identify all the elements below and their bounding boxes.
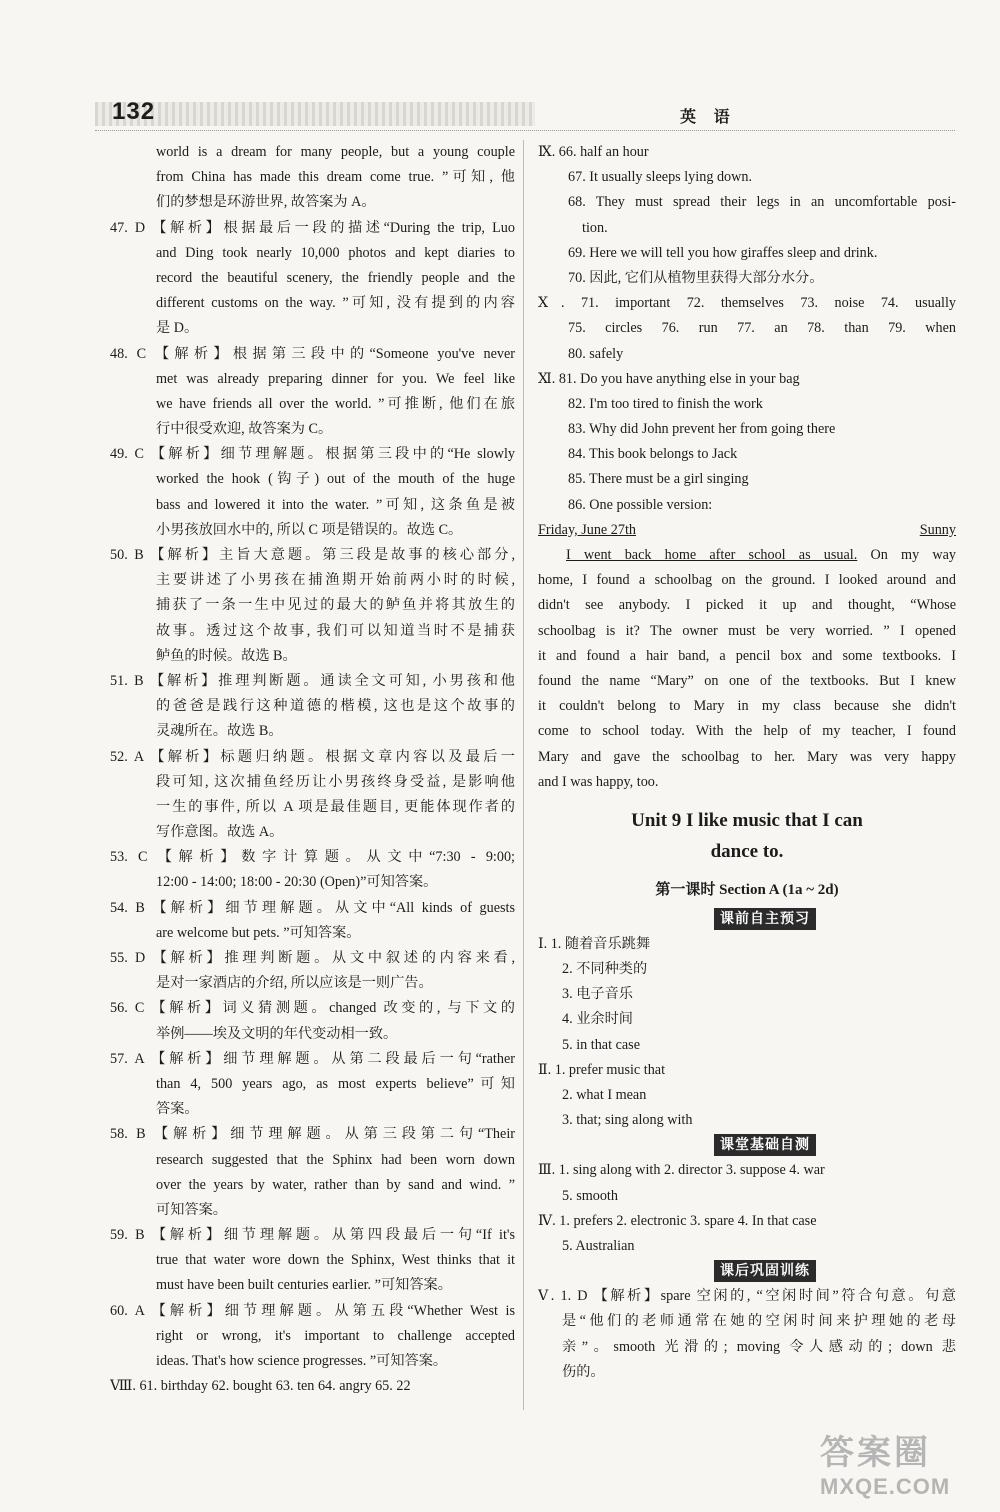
classroom-answers: [538, 1158, 956, 1259]
unit-title-line2: dance to.: [710, 840, 784, 862]
text-line: found the name “Mary” on one of the textbooks. But I knew: [538, 672, 956, 689]
text-line: 48. C 【解析】根据第三段中的“Someone you've never: [110, 345, 515, 362]
text-line: 67. It usually sleeps lying down.: [568, 169, 753, 186]
text-line: 50. B 【解析】主旨大意题。第三段是故事的核心部分,: [110, 547, 515, 563]
text-line: 写作意图。故选 A。: [156, 824, 284, 841]
page-number: 132: [112, 98, 156, 125]
text-line: research suggested that the Sphinx had been worn down: [156, 1151, 515, 1168]
tag-preview-wrap: [538, 907, 956, 932]
watermark-bottom: MXQE.COM: [820, 1474, 951, 1499]
answers-66-86: [538, 140, 956, 518]
text-line: 57. A 【解析】细节理解题。从第二段最后一句“rather: [110, 1050, 515, 1067]
watermark-top: 答案圈: [820, 1434, 931, 1472]
text-line: than 4, 500 years ago, as most experts believe”可知: [156, 1075, 515, 1092]
text-line: Ⅱ. 1. prefer music that: [538, 1061, 666, 1078]
text-line: and Ding took nearly 10,000 photos and kept diaries to: [156, 244, 515, 261]
text-line: 可知答案。: [156, 1201, 227, 1218]
text-line: 段可知, 这次捕鱼经历让小男孩终身受益, 是影响他: [156, 773, 515, 790]
text-line: Ⅰ. 1. 随着音乐跳舞: [538, 935, 651, 952]
text-line: Ⅲ. 1. sing along with 2. director 3. suppose 4. war: [538, 1162, 825, 1179]
text-line: 58. B 【解析】细节理解题。从第三段第二句“Their: [110, 1126, 515, 1143]
tag-after-wrap: [538, 1259, 956, 1284]
text-line: true that water wore down the Sphinx, West thinks that it: [156, 1252, 515, 1269]
text-line: 3. 电子音乐: [562, 986, 633, 1003]
text-line: come to school today. With the help of my teacher, I found: [538, 723, 956, 740]
text-line: 68. They must spread their legs in an uncomfortable posi-: [568, 194, 956, 211]
text-line: tion.: [582, 219, 608, 236]
after-class-answers: [538, 1284, 956, 1385]
text-line: 75. circles 76. run 77. an 78. than 79. when: [568, 320, 956, 337]
diary-date: Friday, June 27th: [538, 521, 636, 538]
text-line: 60. A 【解析】细节理解题。从第五段“Whether West is: [110, 1302, 515, 1319]
text-line: 鲈鱼的时候。故选 B。: [156, 647, 297, 664]
text-line: ideas. That's how science progresses. ”可知答案。: [156, 1353, 448, 1369]
text-line: 们的梦想是环游世界, 故答案为 A。: [156, 194, 376, 211]
right-column: [538, 140, 956, 1385]
text-line: 84. This book belongs to Jack: [568, 446, 738, 463]
tag-classroom-wrap: [538, 1133, 956, 1158]
text-line: 47. D 【解析】根据最后一段的描述“During the trip, Luo: [110, 219, 515, 236]
text-line: and I was happy, too.: [538, 773, 659, 790]
text-line: 49. C 【解析】细节理解题。根据第三段中的“He slowly: [110, 446, 515, 463]
lesson-heading: 第一课时 Section A (1a ~ 2d): [655, 881, 839, 898]
preview-answers: [538, 932, 956, 1134]
text-line: didn't see anybody. I picked it up and thought, “Whose: [538, 597, 956, 614]
text-line: 举例——埃及文明的年代变动相一致。: [156, 1025, 398, 1042]
text-line: home, I found a schoolbag on the ground. I looked around and: [538, 572, 956, 589]
text-line: 主要讲述了小男孩在捕渔期开始前两小时的时候,: [156, 572, 515, 589]
text-line: 故事。透过这个故事, 我们可以知道当时不是捕获: [156, 622, 515, 639]
text-line: 12:00 - 14:00; 18:00 - 20:30 (Open)”可知答案。: [156, 874, 438, 891]
text-line: 85. There must be a girl singing: [568, 471, 749, 488]
diary-first-rest: On my way: [857, 547, 956, 563]
text-line: 2. what I mean: [562, 1087, 647, 1103]
text-line: Ⅴ. 1. D 【解析】spare 空闲的, “空闲时间”符合句意。句意: [538, 1288, 956, 1305]
diary-weather: Sunny: [919, 521, 956, 538]
diary-first-line: [538, 543, 956, 568]
text-line: 捕获了一条一生中见过的最大的鲈鱼并将其放生的: [156, 597, 515, 614]
text-line: from China has made this dream come true. ”可知, 他: [156, 169, 515, 186]
text-line: 5. Australian: [562, 1237, 635, 1254]
tag-after: 课后巩固训练: [714, 1260, 816, 1282]
text-line: Ⅸ. 66. half an hour: [538, 144, 649, 160]
text-line: 59. B 【解析】细节理解题。从第四段最后一句“If it's: [110, 1227, 515, 1244]
text-line: bass and lowered it into the water. ”可知, 这条鱼是被: [156, 496, 515, 513]
text-line: met was already preparing dinner for you. We feel like: [156, 370, 515, 387]
text-line: 69. Here we will tell you how giraffes sleep and drink.: [568, 244, 878, 261]
unit-title-line1: Unit 9 I like music that I can: [631, 809, 863, 831]
text-line: 是 D。: [156, 320, 199, 337]
text-line: 行中很受欢迎, 故答案为 C。: [156, 421, 333, 438]
text-line: 82. I'm too tired to finish the work: [568, 395, 763, 412]
text-line: 54. B 【解析】细节理解题。从文中“All kinds of guests: [110, 899, 515, 916]
text-line: different customs on the way. ”可知, 没有提到的内容: [156, 295, 515, 312]
text-line: 53. C 【解析】数字计算题。从文中“7:30 - 9:00;: [110, 849, 515, 866]
text-line: 一生的事件, 所以 A 项是最佳题目, 更能体现作者的: [156, 798, 515, 815]
text-line: it and found a hair band, a pencil box and some textbooks. I: [538, 647, 956, 664]
text-line: worked the hook (钩子) out of the mouth of the huge: [156, 471, 515, 488]
text-line: right or wrong, it's important to challenge accepted: [156, 1327, 515, 1344]
text-line: 小男孩放回水中的, 所以 C 项是错误的。故选 C。: [156, 521, 463, 538]
text-line: 86. One possible version:: [568, 496, 713, 513]
text-line: 伤的。: [562, 1363, 605, 1380]
tag-classroom: 课堂基础自测: [714, 1134, 816, 1156]
text-line: schoolbag is it? The owner must be very worried. ” I opened: [538, 622, 956, 639]
text-line: 5. smooth: [562, 1187, 618, 1204]
text-line: Mary and gave the schoolbag to her. Mary was very happy: [538, 748, 956, 765]
text-line: 51. B 【解析】推理判断题。通读全文可知, 小男孩和他: [110, 672, 515, 689]
watermark: [820, 1425, 980, 1505]
text-line: Ⅺ. 81. Do you have anything else in your bag: [538, 370, 800, 387]
text-line: record the beautiful scenery, the friendly people and the: [156, 269, 515, 286]
diary-header: [538, 518, 956, 543]
text-line: 答案。: [156, 1101, 199, 1118]
text-line: 70. 因此, 它们从植物里获得大部分水分。: [568, 269, 824, 286]
text-line: 55. D 【解析】推理判断题。从文中叙述的内容来看,: [110, 950, 515, 966]
text-line: 的爸爸是践行这种道德的楷模, 这也是这个故事的: [156, 698, 515, 715]
text-line: are welcome but pets. ”可知答案。: [156, 924, 361, 941]
text-line: over the years by water, rather than by sand and wind. ”: [156, 1176, 515, 1193]
text-line: 52. A 【解析】标题归纳题。根据文章内容以及最后一: [110, 748, 515, 765]
text-line: we have friends all over the world. ”可推断, 他们在旅: [156, 395, 515, 412]
text-line: Ⅹ. 71. important 72. themselves 73. noise 74. usually: [538, 295, 956, 312]
text-line: Ⅷ. 61. birthday 62. bought 63. ten 64. angry 65. 22: [110, 1378, 411, 1395]
text-line: 3. that; sing along with: [562, 1112, 693, 1129]
text-line: 亲”。smooth 光滑的; moving 令人感动的; down 悲: [562, 1338, 956, 1355]
text-line: 56. C 【解析】词义猜测题。changed 改变的, 与下文的: [110, 1000, 515, 1017]
text-line: 是对一家酒店的介绍, 所以应该是一则广告。: [156, 975, 433, 992]
text-line: 是“他们的老师通常在她的空闲时间来护理她的老母: [562, 1313, 956, 1330]
text-line: it couldn't belong to Mary in my class because she didn't: [538, 698, 956, 715]
text-line: 83. Why did John prevent her from going there: [568, 421, 836, 438]
text-line: 2. 不同种类的: [562, 961, 648, 978]
text-line: must have been built centuries earlier. ”可知答案。: [156, 1277, 452, 1294]
left-column: [110, 140, 515, 1399]
page-header: [95, 96, 955, 132]
text-line: 4. 业余时间: [562, 1011, 633, 1028]
header-decorative-band: [95, 102, 535, 126]
text-line: 灵魂所在。故选 B。: [156, 723, 283, 740]
subject-label: 英 语: [680, 107, 736, 126]
text-line: Ⅳ. 1. prefers 2. electronic 3. spare 4. In that case: [538, 1212, 817, 1229]
text-line: world is a dream for many people, but a young couple: [156, 144, 515, 160]
diary-body: [538, 568, 956, 795]
tag-preview: 课前自主预习: [714, 908, 816, 930]
header-divider: [95, 130, 955, 131]
column-divider: [523, 140, 524, 1410]
text-line: 5. in that case: [562, 1036, 641, 1053]
diary-underlined-sentence: I went back home after school as usual.: [566, 547, 858, 563]
text-line: 80. safely: [568, 345, 624, 362]
